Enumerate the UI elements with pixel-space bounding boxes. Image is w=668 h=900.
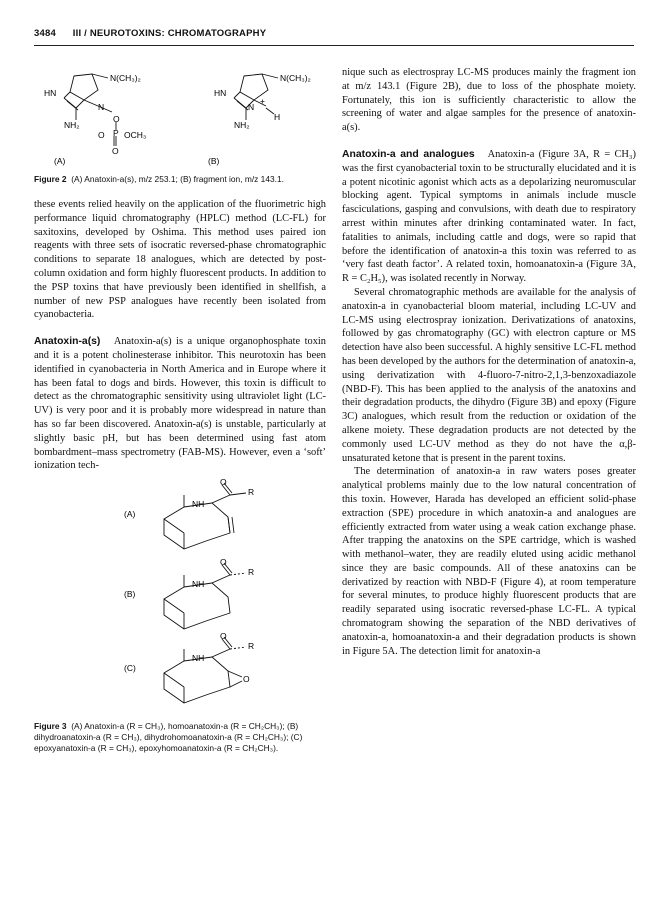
figure-2 (34, 66, 326, 166)
fig2-n-a: N (98, 102, 105, 112)
fig2-och3-a: OCH₃ (124, 130, 147, 140)
fig2-o2-a: O (98, 130, 105, 140)
fig3-panel-a: (A) (124, 509, 136, 520)
figure-3-structures (34, 477, 326, 717)
methods-paragraph: Several chromatographic methods are available for the analysis of anatoxin-a in cyanobacterial bloom material, including LC-UV and LC-MS using electrospray ionization. Derivatizations of anatoxins, followed by gas chromatography (GC) with electron capture or MS detection have also been successful. A highly sensitive LC-FL method has been developed by the authors for the determination of anatoxin-a, using derivatization with 4-fluoro-7-nitro-2,1,3-benzoxadiazole (NBD-F). This has been applied to the analysis of the anatoxins and their degradation products, the dihydro (Figure 3B) and epoxy (Figure 3C) analogues, which result from the reduction or oxidation of the alkene moiety. These degradation products are not detected by the commonly used LC-UV method as they do not have the α,β-unsaturated ketone that is present in the parent toxins. (342, 286, 636, 464)
figure-2-label: Figure 2 (34, 174, 67, 184)
fig3-o2-c: O (243, 674, 250, 685)
fig2-n-b: N (248, 102, 255, 112)
anatoxin-a-section (342, 148, 636, 286)
anatoxin-as-paragraph: Anatoxin-a(s) is a unique organophosphate toxin and it is a potent cholinesterase inhibitor. This neurotoxin has been identified in cyanobacteria in North America and in Europe where it has been fatal to dogs and birds. However, this toxin is difficult to detect as the chromatographic sensitivity using ultraviolet light (LC-UV) is very poor and it is probably more widespread in nature than has so far been discovered. Anatoxin-a(s) is unstable, particularly at slightly basic pH, but has been determined using fast atom bombardment–mass spectrometry (FAB-MS). However, even a ‘soft’ ionization tech- (34, 336, 326, 472)
figure-2-caption (34, 174, 326, 185)
fig2-o3-a: O (112, 146, 119, 156)
fig2-hn-a: HN (44, 88, 57, 98)
fig2-panel-a: (A) (54, 156, 66, 166)
fig2-o1-a: O (113, 114, 120, 124)
figure-2-structures (34, 66, 326, 166)
anatoxin-a-paragraph: Anatoxin-a (Figure 3A, R = CH₃) was the first cyanobacterial toxin to be structurally elucidated and it is a potent nicotinic agonist which acts as a depolarizing neuromuscular blocking agent. Typical symptoms in animals include muscle fasciculations, gasping and convulsions, with death due to respiratory arrest within minutes after drinking contaminated water. In fact, fatalities to animals, including cattle and dogs, were so rapid that before the identification of anatoxin-a this toxin was referred to as ‘very fast death factor’. A related toxin, homoanatoxin-a (Figure 3A, R = C₂H₅), was isolated recently in Norway. (342, 148, 636, 285)
fig2-panel-b: (B) (208, 156, 220, 166)
page-number: 3484 (34, 28, 56, 39)
fig3-r-a: R (248, 487, 255, 498)
fig2-nme2-a: N(CH₃)₂ (110, 73, 141, 83)
fig3-o1-c: O (220, 631, 227, 642)
left-column (34, 66, 326, 754)
section-title: III / NEUROTOXINS: CHROMATOGRAPHY (72, 28, 267, 39)
fig3-panel-b: (B) (124, 589, 136, 600)
structure-anatoxin-as (64, 74, 116, 146)
figure-2-caption-text: (A) Anatoxin-a(s), m/z 253.1; (B) fragment ion, m/z 143.1. (71, 174, 284, 184)
figure-3-label: Figure 3 (34, 721, 67, 732)
structure-c (164, 637, 246, 703)
fig2-p-a: P (113, 128, 119, 138)
raw-water-paragraph: The determination of anatoxin-a in raw waters poses greater analytical problems mainly due to the low natural concentration of this toxin. However, Harada has developed an efficient solid-phase extraction (SPE) procedure in which anatoxin-a and analogues are efficiently extracted from water using a weak cation exchange phase. After trapping the anatoxins on the SPE cartridge, which is washed with methanol–water, they are readily eluted using acidic methanol since they are basic compounds. All of these anatoxins can be derivatized by reaction with NBD-F (Figure 4), at room temperature for several minutes, to produce highly fluorescent products that are readily separated using isocratic reversed-phase LC-FL. A typical chromatogram showing the separation of the NBD derivatives of anatoxin-a, homoanatoxin-a and their degradation products is shown in Figure 5A. The detection limit for anatoxin-a (342, 466, 636, 657)
intro-paragraph: these events relied heavily on the application of the fluorimetric high performance liquid chromatography (HPLC) method (LC-FL) for saxitoxins, developed by Oshima. This method uses paired ion reagents with three sets of isocratic reversed-phase chromatographic conditions to separate 18 analogues, which are detected by post-column oxidation and form highly fluorescent products. In addition to the PSP toxins that have previously been identified in shellfish, a number of new PSP analogues have recently been isolated from cyanobacteria. (34, 199, 326, 321)
structure-a (164, 483, 246, 549)
structure-fragment-ion (234, 74, 281, 122)
anatoxin-as-section (34, 335, 326, 473)
fig2-plus-b: + (260, 96, 265, 106)
header-rule (34, 45, 634, 46)
structure-b (164, 563, 246, 629)
anatoxin-as-heading: Anatoxin-a(s) (34, 336, 101, 348)
fig3-nh-a: NH (192, 499, 205, 510)
fig2-nh2-b: NH₂ (234, 120, 250, 130)
right-column (342, 66, 636, 658)
fig3-r-b: R (248, 567, 255, 578)
running-header (34, 28, 634, 44)
figure-3-caption (34, 721, 326, 754)
figure-3-caption-text: (A) Anatoxin-a (R = CH₃), homoanatoxin-a (R = CH₂CH₃); (B) dihydroanatoxin-a (R = CH₃), dihydrohomoanatoxin-a (R = CH₂CH₃); (C) epoxyanatoxin-a (R = CH₃), epoxyhomoanatoxin-a (R = CH₂CH₃). (34, 721, 303, 754)
fig3-nh-c: NH (192, 653, 205, 664)
fig2-nme2-b: N(CH₃)₂ (280, 73, 311, 83)
fig2-h-b: H (274, 112, 281, 122)
fig3-nh-b: NH (192, 579, 205, 590)
continuation-paragraph: nique such as electrospray LC-MS produces mainly the fragment ion at m/z 143.1 (Figure 2B), due to loss of the phosphate moiety. Fortunately, this ion is sufficiently characteristic to allow the screening of water and algae samples for the presence of anatoxin-a(s). (342, 67, 636, 134)
fig2-nh2-a: NH₂ (64, 120, 80, 130)
fig3-panel-c: (C) (124, 663, 136, 674)
fig3-o-a: O (220, 477, 227, 488)
fig3-o-b: O (220, 557, 227, 568)
figure-3 (34, 477, 326, 717)
fig2-hn-b: HN (214, 88, 227, 98)
anatoxin-a-heading: Anatoxin-a and analogues (342, 148, 475, 160)
fig3-r-c: R (248, 641, 255, 652)
